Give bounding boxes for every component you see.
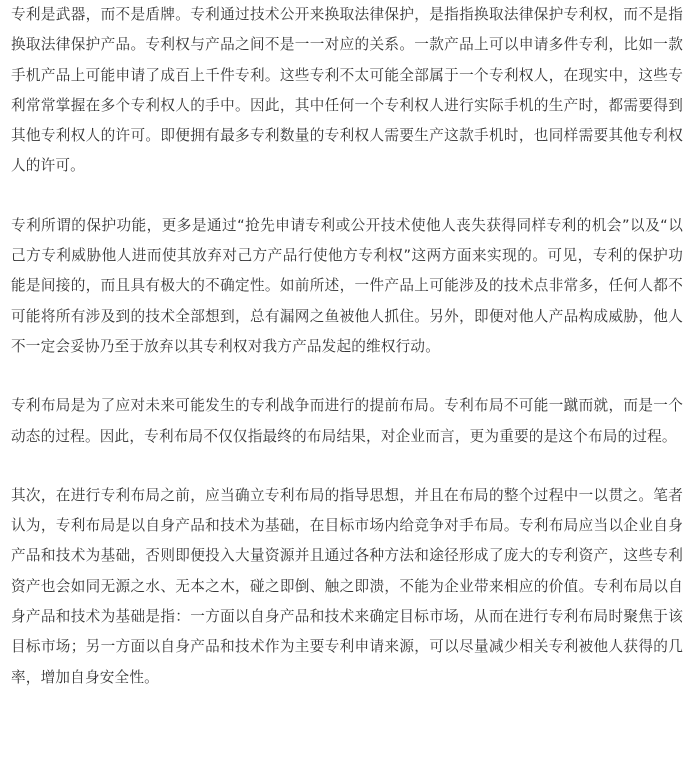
paragraph-patent-layout: 专利布局是为了应对未来可能发生的专利战争而进行的提前布局。专利布局不可能一蹴而就，而是一个动态的过程。因此，专利布局不仅仅指最终的布局结果，对企业而言，更为重要的是这个布局的过程。 [11, 397, 683, 445]
paragraph-patent-weapon: 专利是武器，而不是盾牌。专利通过技术公开来换取法律保护，是指指换取法律保护专利权，而不是指换取法律保护产品。专利权与产品之间不是一一对应的关系。一款产品上可以申请多件专利，比如一款手机产品上可能申请了成百上千件专利。这些专利不太可能全部属于一个专利权人，在现实中，这些专利常常掌握在多个专利权人的手中。因此，其中任何一个专利权人进行实际手机的生产时，都需要得到其他专利权人的许可。即便拥有最多专利数量的专利权人需要生产这款手机时，也同样需要其他专利权人的许可。 [11, 6, 683, 175]
paragraph-protection-function: 专利所谓的保护功能，更多是通过“抢先申请专利或公开技术使他人丧失获得同样专利的机会”以及“以己方专利威胁他人进而使其放弃对己方产品行使他方专利权”这两方面来实现的。可见，专利的保护功能是间接的，而且具有极大的不确定性。如前所述，一件产品上可能涉及的技术点非常多，任何人都不可能将所有涉及到的技术全部想到，总有漏网之鱼被他人抓住。另外，即便对他人产品构成威胁，他人不一定会妥协乃至于放弃以其专利权对我方产品发起的维权行动。 [11, 216, 683, 355]
article-body [11, 0, 683, 693]
paragraph-guiding-principle: 其次，在进行专利布局之前，应当确立专利布局的指导思想，并且在布局的整个过程中一以贯之。笔者认为，专利布局是以自身产品和技术为基础，在目标市场内给竞争对手布局。专利布局应当以企业自身产品和技术为基础，否则即便投入大量资源并且通过各种方法和途径形成了庞大的专利资产，这些专利资产也会如同无源之水、无本之木，碰之即倒、触之即溃，不能为企业带来相应的价值。专利布局以自身产品和技术为基础是指：一方面以自身产品和技术来确定目标市场，从而在进行专利布局时聚焦于该目标市场；另一方面以自身产品和技术作为主要专利申请来源，可以尽量减少相关专利被他人获得的几率，增加自身安全性。 [11, 486, 683, 686]
